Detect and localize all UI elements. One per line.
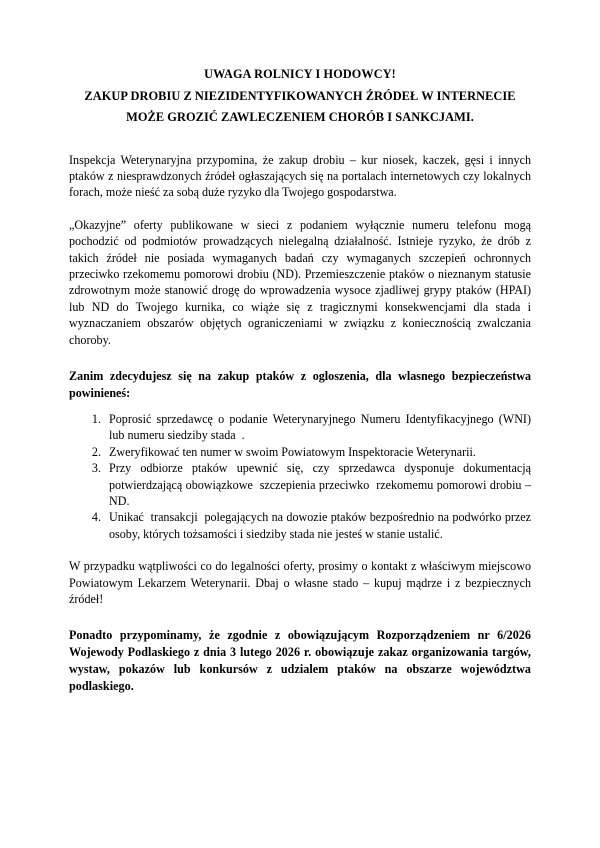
checklist-heading: Zanim zdecydujesz się na zakup ptaków z ogloszenia, dla wlasnego bezpieczeństwa powinieneś: xyxy=(69,368,531,400)
paragraph-intro: Inspekcja Weterynaryjna przypomina, że zakup drobiu – kur niosek, kaczek, gęsi i innych ptaków z niesprawdzonych źródeł ogłaszających się na portalach internetowych czy lokalnych forach, może nieść za sobą duże ryzyko dla Twojego gospodarstwa. xyxy=(69,152,531,200)
checklist-list xyxy=(69,411,535,542)
paragraph-contact: W przypadku wątpliwości co do legalności oferty, prosimy o kontakt z właściwym miejscowo Powiatowym Lekarzem Weterynarii. Dbaj o własne stado – kupuj mądrze i z bezpiecznych źródeł! xyxy=(69,559,531,607)
document-content xyxy=(69,0,535,695)
paragraph-regulation-notice: Ponadto przypominamy, że zgodnie z obowiązującym Rozporządzeniem nr 6/2026 Wojewody Podlaskiego z dnia 3 lutego 2026 r. obowiązuje zakaz organizowania targów, wystaw, pokazów lub konkursów z udzialem ptaków na obszarze województwa podlaskiego. xyxy=(69,628,531,694)
title-line-1: UWAGA ROLNICY I HODOWCY! xyxy=(204,67,396,81)
list-item: 1. Poprosić sprzedawcę o podanie Weterynaryjnego Numeru Identyfikacyjnego (WNI) lub numeru siedziby stada . xyxy=(104,411,531,444)
paragraph-risk: „Okazyjne” oferty publikowane w sieci z podaniem wyłącznie numeru telefonu mogą pochodzić od podmiotów prowadzących nielegalną działalność. Istnieje ryzyko, że drób z takich źródeł nie posiada wymaganych badań czy wymaganych szczepień ochronnych przeciwko rzekomemu pomorowi drobiu (ND). Przemieszczenie ptaków o nieznanym statusie zdrowotnym może stanowić drogę do wprowadzenia wysoce zjadliwej grypy ptaków (HPAI) lub ND do Twojego kurnika, co wiąże się z tragicznymi konsekwencjami dla stada i wyznaczaniem obszarów objętych ograniczeniami w związku z koniecznością zwalczania choroby. xyxy=(69,217,531,347)
list-item: 3. Przy odbiorze ptaków upewnić się, czy sprzedawca dysponuje dokumentacją potwierdzającą obowiązkowe szczepienia przeciwko rzekomemu pomorowi drobiu – ND. xyxy=(104,460,531,509)
list-item: 2. Zweryfikować ten numer w swoim Powiatowym Inspektoracie Weterynarii. xyxy=(104,444,531,460)
list-item: 4. Unikać transakcji polegających na dowozie ptaków bezpośrednio na podwórko przez osoby, których tożsamości i siedziby stada nie jesteś w stanie ustalić. xyxy=(104,509,531,542)
document-title xyxy=(69,0,531,129)
title-line-3: MOŻE GROZIĆ ZAWLECZENIEM CHORÓB I SANKCJAMI. xyxy=(126,110,474,124)
title-line-2: ZAKUP DROBIU Z NIEZIDENTYFIKOWANYCH ŹRÓDEŁ W INTERNECIE xyxy=(84,88,516,103)
